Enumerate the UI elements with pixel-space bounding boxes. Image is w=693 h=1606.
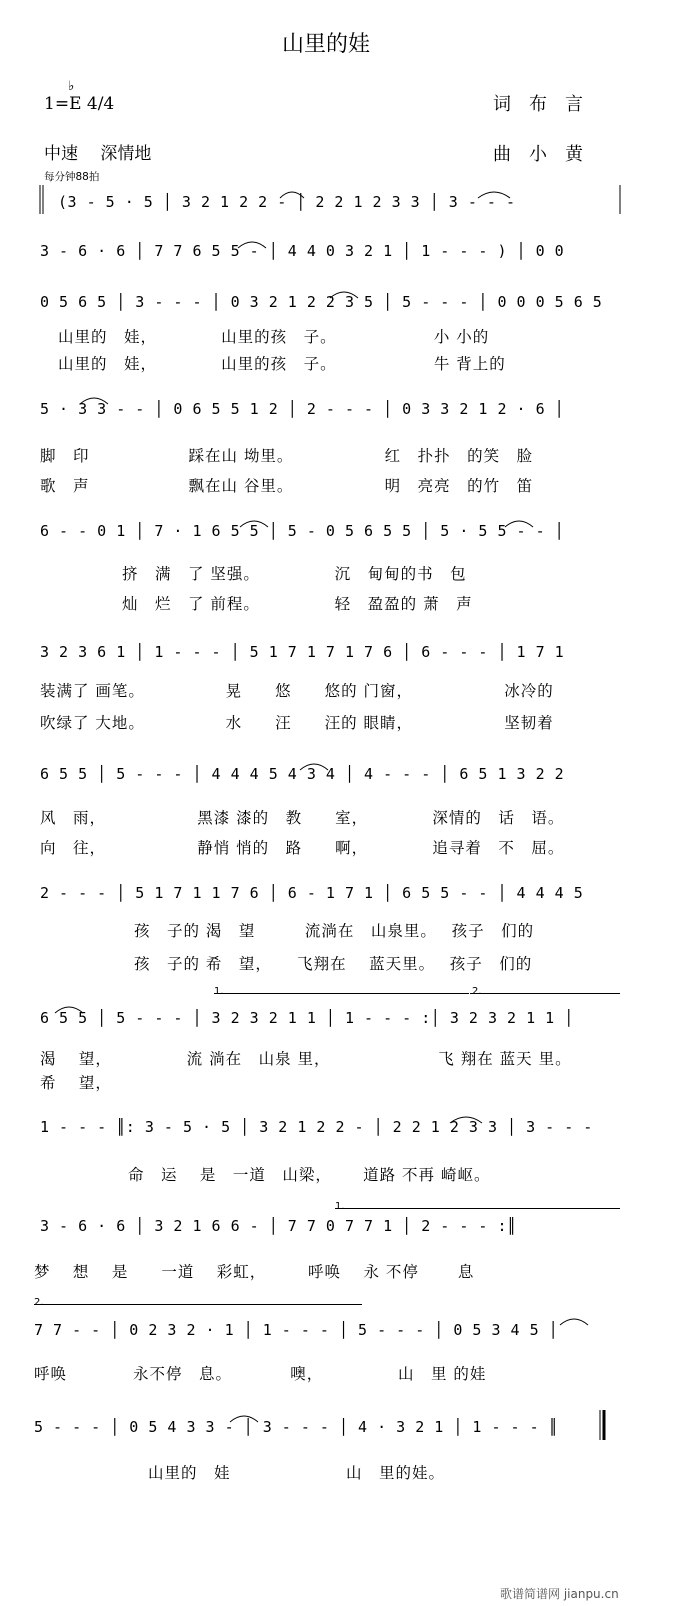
tie-mark <box>80 398 108 404</box>
lyric-line-5a: 挤 满 了 坚强。 沉 甸甸的书 包 <box>122 565 467 583</box>
lyric-line-3b: 山里的 娃， 山里的孩 子。 牛 背上的 <box>58 355 506 373</box>
tie-mark <box>55 1007 83 1013</box>
tie-mark <box>560 1319 588 1325</box>
tie-mark <box>300 764 328 770</box>
notation-line-3: 0 5 6 5 │ 3 - - - │ 0 3 2 1 2 2 3 5 │ 5 - - - │ 0 0 0 5 6 5 <box>40 293 603 311</box>
lyric-line-3a: 山里的 娃， 山里的孩 子。 小 小的 <box>58 328 490 346</box>
tie-mark <box>240 521 268 527</box>
tie-mark <box>330 292 358 298</box>
lyricist-credit: 词 布 言 <box>493 94 583 115</box>
page-title: 山里的娃 <box>282 32 371 57</box>
notation-line-10: 1 - - - ║: 3 - 5 · 5 │ 3 2 1 2 2 - │ 2 2 1 2 3 3 │ 3 - - - <box>40 1118 593 1136</box>
tempo-text: 中速 深情地 <box>44 144 152 164</box>
volta-number-3: 1. <box>335 1201 345 1212</box>
tie-mark <box>450 1117 482 1123</box>
volta-number-2: 2. <box>472 986 482 997</box>
key-prefix: 1= <box>44 94 70 114</box>
lyric-line-7a: 风 雨， 黑漆 漆的 教 室， 深情的 话 语。 <box>40 809 565 827</box>
lyric-line-7b: 向 往， 静悄 悄的 路 啊， 追寻着 不 屈。 <box>40 839 565 857</box>
notation-line-13: 5 - - - │ 0 5 4 3 3 - │ 3 - - - │ 4 · 3 2 1 │ 1 - - - ║ <box>34 1418 559 1436</box>
notation-line-8: 2 - - - │ 5 1 7 1 1 7 6 │ 6 - 1 7 1 │ 6 5 5 - - │ 4 4 4 5 <box>40 884 584 902</box>
lyric-line-5b: 灿 烂 了 前程。 轻 盈盈的 萧 声 <box>122 595 473 613</box>
notation-line-9: 6 5 5 │ 5 - - - │ 3 2 3 2 1 1 │ 1 - - - :│ 3 2 3 2 1 1 │ <box>40 1009 574 1027</box>
notation-line-5: 6 - - 0 1 │ 7 · 1 6 5 5 │ 5 - 0 5 6 5 5 │ 5 · 5 5 - - │ <box>40 522 565 540</box>
watermark: 歌谱简谱网 jianpu.cn <box>500 1587 619 1601</box>
time-signature: 4/4 <box>86 94 115 114</box>
lyric-line-10: 命 运 是 一道 山梁， 道路 不再 崎岖。 <box>128 1166 491 1184</box>
lyric-line-11: 梦 想 是 一道 彩虹， 呼唤 永 不停 息 <box>34 1263 475 1281</box>
notation-line-12: 7 7 - - │ 0 2 3 2 · 1 │ 1 - - - │ 5 - - - │ 0 5 3 4 5 │ <box>34 1321 559 1339</box>
lyric-line-6b: 吹绿了 大地。 水 汪 汪的 眼睛， 坚韧着 <box>40 714 554 732</box>
lyric-line-8a: 孩 子的 渴 望 流淌在 山泉里。 孩子 们的 <box>134 922 535 940</box>
tie-mark <box>238 242 266 248</box>
lyric-line-4b: 歌 声 飘在山 谷里。 明 亮亮 的竹 笛 <box>40 477 534 495</box>
key-note: E <box>69 94 82 114</box>
composer-credit: 曲 小 黄 <box>493 144 583 165</box>
flat-icon: ♭ <box>68 79 75 94</box>
tie-mark <box>280 192 304 198</box>
lyric-line-13: 山里的 娃 山 里的娃。 <box>148 1464 446 1482</box>
notation-line-4: 5 · 3 3 - - │ 0 6 5 5 1 2 │ 2 - - - │ 0 3 3 2 1 2 · 6 │ <box>40 400 565 418</box>
lyric-line-4a: 脚 印 踩在山 坳里。 红 扑扑 的笑 脸 <box>40 447 534 465</box>
volta-number-1: 1. <box>214 986 224 997</box>
lyric-line-12: 呼唤 永不停 息。 噢， 山 里 的娃 <box>34 1365 487 1383</box>
tie-mark <box>478 192 510 198</box>
notation-line-6: 3 2 3 6 1 │ 1 - - - │ 5 1 7 1 7 1 7 6 │ 6 - - - │ 1 7 1 <box>40 643 565 661</box>
notation-line-7: 6 5 5 │ 5 - - - │ 4 4 4 5 4 3 4 │ 4 - - - │ 6 5 1 3 2 2 <box>40 765 565 783</box>
lyric-line-9a: 渴 望， 流 淌在 山泉 里， 飞 翔在 蓝天 里。 <box>40 1050 572 1068</box>
notation-line-2: 3 - 6 · 6 │ 7 7 6 5 5 - │ 4 4 0 3 2 1 │ 1 - - - ) │ 0 0 <box>40 242 565 260</box>
volta-number-4: 2. <box>34 1297 44 1308</box>
notation-line-11: 3 - 6 · 6 │ 3 2 1 6 6 - │ 7 7 0 7 7 1 │ 2 - - - :║ <box>40 1217 517 1235</box>
tie-mark <box>230 1416 258 1422</box>
lyric-line-6a: 装满了 画笔。 晃 悠 悠的 门窗， 冰冷的 <box>40 682 554 700</box>
lyric-line-8b: 孩 子的 希 望， 飞翔在 蓝天里。 孩子 们的 <box>134 955 533 973</box>
lyric-line-9b: 希 望， <box>40 1074 112 1092</box>
tempo-bpm: 每分钟88拍 <box>44 171 100 183</box>
notation-line-1: (3 - 5 · 5 │ 3 2 1 2 2 - │ 2 2 1 2 3 3 │ 3 - - - <box>58 193 516 211</box>
tie-mark <box>505 521 533 527</box>
